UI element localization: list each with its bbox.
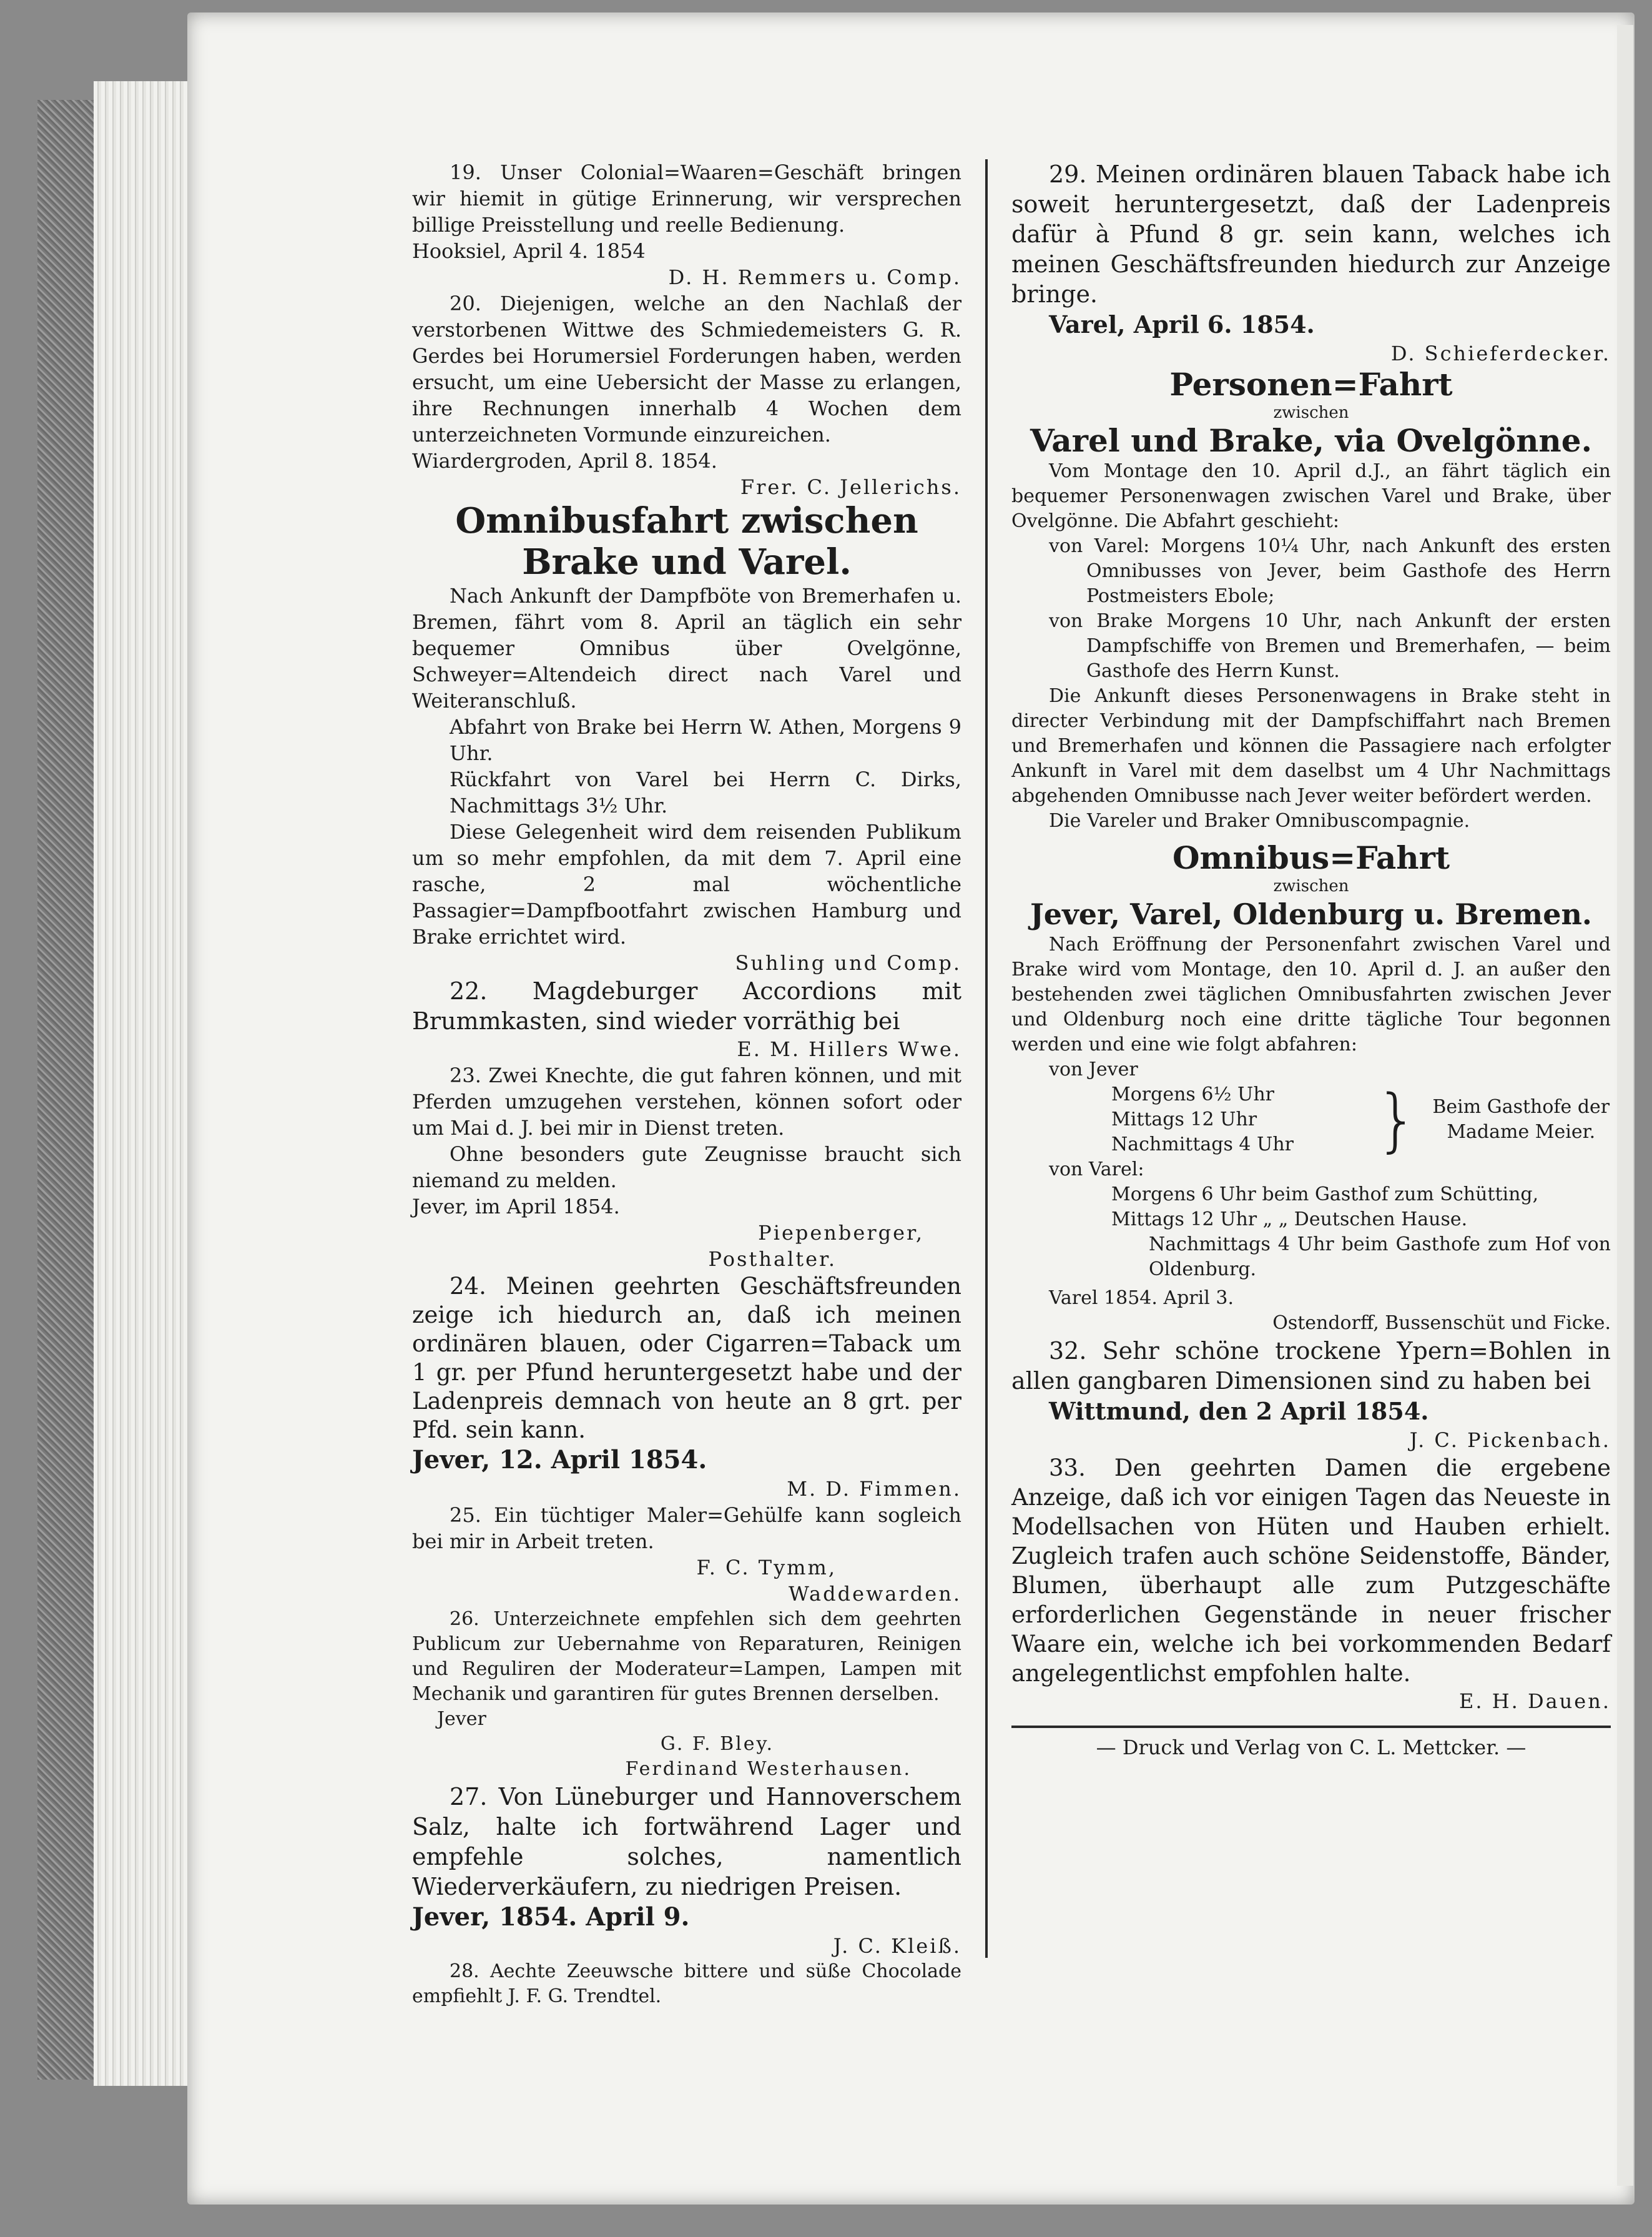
jever-time-2: Mittags 12 Uhr bbox=[1111, 1109, 1257, 1130]
ad-24-text: 24. Meinen geehrten Geschäftsfreunden zeige ich hiedurch an, daß ich meinen ordinären blauen, oder Cigarren=Taback um 1 gr. per Pfund heruntergesetzt habe und der Ladenpreis demnach von heute an 8 grt. per Pfd. sein kann. bbox=[412, 1273, 961, 1443]
omnibus-fahrt-title: Omnibus=Fahrt bbox=[1172, 839, 1450, 876]
ad-23-signature-title: Posthalter. bbox=[708, 1247, 837, 1271]
personen-fahrt-route: Varel und Brake, via Ovelgönne. bbox=[1030, 422, 1592, 459]
omnibus-fahrt-text: Nach Eröffnung der Personenfahrt zwischen Varel und Brake wird vom Montage, den 10. April d. J. an außer den bestehenden zwei täglichen Omnibusfahrten zwischen Jever und Oldenburg noch eine dritte tägliche Tour begonnen werden und eine wie folgt abfahren: bbox=[1011, 934, 1611, 1055]
ad-19-date: Hooksiel, April 4. 1854 bbox=[412, 239, 646, 263]
personen-fahrt-von-brake: von Brake Morgens 10 Uhr, nach Ankunft der ersten Dampfschiffe von Bremen und Bremerhafen, — beim Gasthofe des Herrn Kunst. bbox=[1049, 610, 1611, 682]
personen-fahrt-signature: Die Vareler und Braker Omnibuscompagnie. bbox=[1049, 810, 1470, 832]
brace-symbol: } bbox=[1375, 1080, 1419, 1160]
imprint-footer: — Druck und Verlag von C. L. Mettcker. — bbox=[1096, 1736, 1527, 1759]
ad-24-date: Jever, 12. April 1854. bbox=[412, 1445, 707, 1474]
personen-fahrt-text: Vom Montage den 10. April d.J., an fährt täglich ein bequemer Personenwagen zwischen Varel und Brake, über Ovelgönne. Die Abfahrt geschieht: bbox=[1011, 460, 1611, 532]
ad-26-signature: G. F. Bley. bbox=[660, 1733, 774, 1755]
omnibus-note: Diese Gelegenheit wird dem reisenden Publikum um so mehr empfohlen, da mit dem 7. April eine rasche, 2 mal wöchentliche Passagier=Dampfbootfahrt zwischen Hamburg und Brake errichtet wird. bbox=[412, 820, 961, 949]
ad-26-place: Jever bbox=[437, 1708, 486, 1730]
ad-27-date: Jever, 1854. April 9. bbox=[412, 1902, 690, 1932]
omnibus-fahrt-zwischen: zwischen bbox=[1273, 877, 1349, 896]
ad-29-text: 29. Meinen ordinären blauen Taback habe ich soweit heruntergesetzt, daß der Ladenpreis dafür à Pfund 8 gr. sein kann, welches ich meinen Geschäftsfreunden hiedurch zur Anzeige bringe. bbox=[1011, 160, 1611, 308]
omnibus-title: Omnibusfahrt zwischen Brake und Varel. bbox=[455, 500, 918, 583]
jever-times bbox=[1011, 1082, 1363, 1157]
left-column bbox=[412, 159, 961, 2009]
ad-28-text: 28. Aechte Zeeuwsche bittere und süße Chocolade empfiehlt J. F. G. Trendtel. bbox=[412, 1960, 961, 2007]
omnibus-fahrt-date: Varel 1854. April 3. bbox=[1049, 1287, 1234, 1309]
omnibus-fahrt-von-varel: von Varel: bbox=[1049, 1158, 1144, 1180]
varel-time-3: Nachmittags 4 Uhr beim Gasthofe zum Hof von Oldenburg. bbox=[1149, 1233, 1611, 1280]
ad-29-signature: D. Schieferdecker. bbox=[1390, 342, 1611, 365]
ad-19-text: 19. Unser Colonial=Waaren=Geschäft bringen wir hiemit in gütige Erinnerung, wir versprechen billige Preisstellung und reelle Bedienung. bbox=[412, 160, 961, 237]
ad-27-text: 27. Von Lüneburger und Hannoverschem Salz, halte ich fortwährend Lager und empfehle solches, namentlich Wiederverkäufern, zu niedrigen Preisen. bbox=[412, 1783, 961, 1900]
omnibus-fahrt-von-jever: von Jever bbox=[1049, 1059, 1138, 1080]
ad-23-signature: Piepenberger, bbox=[758, 1221, 924, 1245]
page-right-edge bbox=[1617, 25, 1633, 2186]
right-column bbox=[1011, 159, 1611, 1760]
varel-time-2: Mittags 12 Uhr „ „ Deutschen Hause. bbox=[1111, 1208, 1468, 1230]
ad-24-signature: M. D. Fimmen. bbox=[787, 1477, 961, 1501]
ad-27-signature: J. C. Kleiß. bbox=[833, 1934, 961, 1958]
ad-23-text: 23. Zwei Knechte, die gut fahren können, und mit Pferden umzugehen verstehen, können sofort oder um Mai d. J. bei mir in Dienst treten. bbox=[412, 1064, 961, 1140]
ad-25-place: Waddewarden. bbox=[788, 1582, 961, 1606]
ad-32-signature: J. C. Pickenbach. bbox=[1409, 1428, 1611, 1452]
ad-22-text: 22. Magdeburger Accordions mit Brummkasten, sind wieder vorräthig bei bbox=[412, 977, 961, 1035]
omnibus-abfahrt: Abfahrt von Brake bei Herrn W. Athen, Morgens 9 Uhr. bbox=[450, 715, 961, 765]
ad-33-text: 33. Den geehrten Damen die ergebene Anzeige, daß ich vor einigen Tagen das Neueste in Modellsachen von Hüten und Hauben erhielt. Zugleich trafen auch schöne Seidenstoffe, Bänder, Blumen, überhaupt alle zum Putzgeschäfte erforderlichen Gegenstände in neuer frischer Waare ein, welche ich bei vorkommenden Bedarf angelegentlichst empfohlen halte. bbox=[1011, 1454, 1611, 1687]
ad-29-date: Varel, April 6. 1854. bbox=[1049, 310, 1315, 338]
varel-time-1: Morgens 6 Uhr beim Gasthof zum Schütting, bbox=[1111, 1183, 1539, 1205]
ad-25-text: 25. Ein tüchtiger Maler=Gehülfe kann sogleich bei mir in Arbeit treten. bbox=[412, 1503, 961, 1553]
ad-25-signature: F. C. Tymm, bbox=[696, 1556, 837, 1579]
ad-32-text: 32. Sehr schöne trockene Ypern=Bohlen in allen gangbaren Dimensionen sind zu haben bei bbox=[1011, 1337, 1611, 1395]
ad-32-date: Wittmund, den 2 April 1854. bbox=[1049, 1397, 1429, 1425]
jever-time-1: Morgens 6½ Uhr bbox=[1111, 1084, 1274, 1105]
ad-23-text2: Ohne besonders gute Zeugnisse braucht sich niemand zu melden. bbox=[412, 1142, 961, 1192]
jever-place: Beim Gasthofe der Madame Meier. bbox=[1432, 1096, 1610, 1143]
omnibus-signature: Suhling und Comp. bbox=[735, 951, 961, 975]
personen-fahrt-von-varel: von Varel: Morgens 10¼ Uhr, nach Ankunft des ersten Omnibusses von Jever, beim Gasthofe des Herrn Postmeisters Ebole; bbox=[1049, 535, 1611, 607]
ad-26-signature-2: Ferdinand Westerhausen. bbox=[625, 1758, 912, 1780]
personen-fahrt-note: Die Ankunft dieses Personenwagens in Brake steht in directer Verbindung mit der Dampfschiffahrt nach Bremen und Bremerhafen und können die Passagiere nach erfolgter Ankunft in Varel mit dem daselbst um 4 Uhr Nachmittags abgehenden Omnibusse nach Jever weiter befördert werden. bbox=[1011, 685, 1611, 807]
jever-time-3: Nachmittags 4 Uhr bbox=[1111, 1133, 1294, 1155]
personen-fahrt-zwischen: zwischen bbox=[1273, 403, 1349, 422]
omnibus-fahrt-signature: Ostendorff, Bussenschüt und Ficke. bbox=[1272, 1312, 1611, 1334]
column-divider bbox=[985, 159, 988, 1958]
ad-19-signature: D. H. Remmers u. Comp. bbox=[668, 265, 961, 289]
ad-22-signature: E. M. Hillers Wwe. bbox=[737, 1037, 961, 1061]
personen-fahrt-title: Personen=Fahrt bbox=[1169, 366, 1453, 403]
ad-26-text: 26. Unterzeichnete empfehlen sich dem geehrten Publicum zur Uebernahme von Reparaturen, Reinigen und Reguliren der Moderateur=Lampen, Lampen mit Mechanik und garantiren für gutes Brennen derselben. bbox=[412, 1608, 961, 1705]
omnibus-rueckfahrt: Rückfahrt von Varel bei Herrn C. Dirks, Nachmittags 3½ Uhr. bbox=[450, 768, 961, 817]
ad-23-date: Jever, im April 1854. bbox=[412, 1195, 620, 1218]
footer-rule bbox=[1011, 1726, 1611, 1728]
omnibus-text: Nach Ankunft der Dampfböte von Bremerhafen u. Bremen, fährt vom 8. April an täglich ein sehr bequemer Omnibus über Ovelgönne, Schweyer=Altendeich direct nach Varel und Weiteranschluß. bbox=[412, 584, 961, 713]
ad-20-text: 20. Diejenigen, welche an den Nachlaß der verstorbenen Wittwe des Schmiedemeisters G. R. Gerdes bei Horumersiel Forderungen haben, werden ersucht, um eine Uebersicht der Masse zu erlangen, ihre Rechnungen innerhalb 4 Wochen dem unterzeichneten Vormunde einzureichen. bbox=[412, 292, 961, 447]
ad-20-signature: Frer. C. Jellerichs. bbox=[740, 475, 961, 499]
omnibus-fahrt-route: Jever, Varel, Oldenburg u. Bremen. bbox=[1030, 897, 1592, 931]
ad-33-signature: E. H. Dauen. bbox=[1458, 1689, 1611, 1713]
ad-20-date: Wiardergroden, April 8. 1854. bbox=[412, 449, 717, 473]
jever-schedule bbox=[1011, 1080, 1611, 1160]
